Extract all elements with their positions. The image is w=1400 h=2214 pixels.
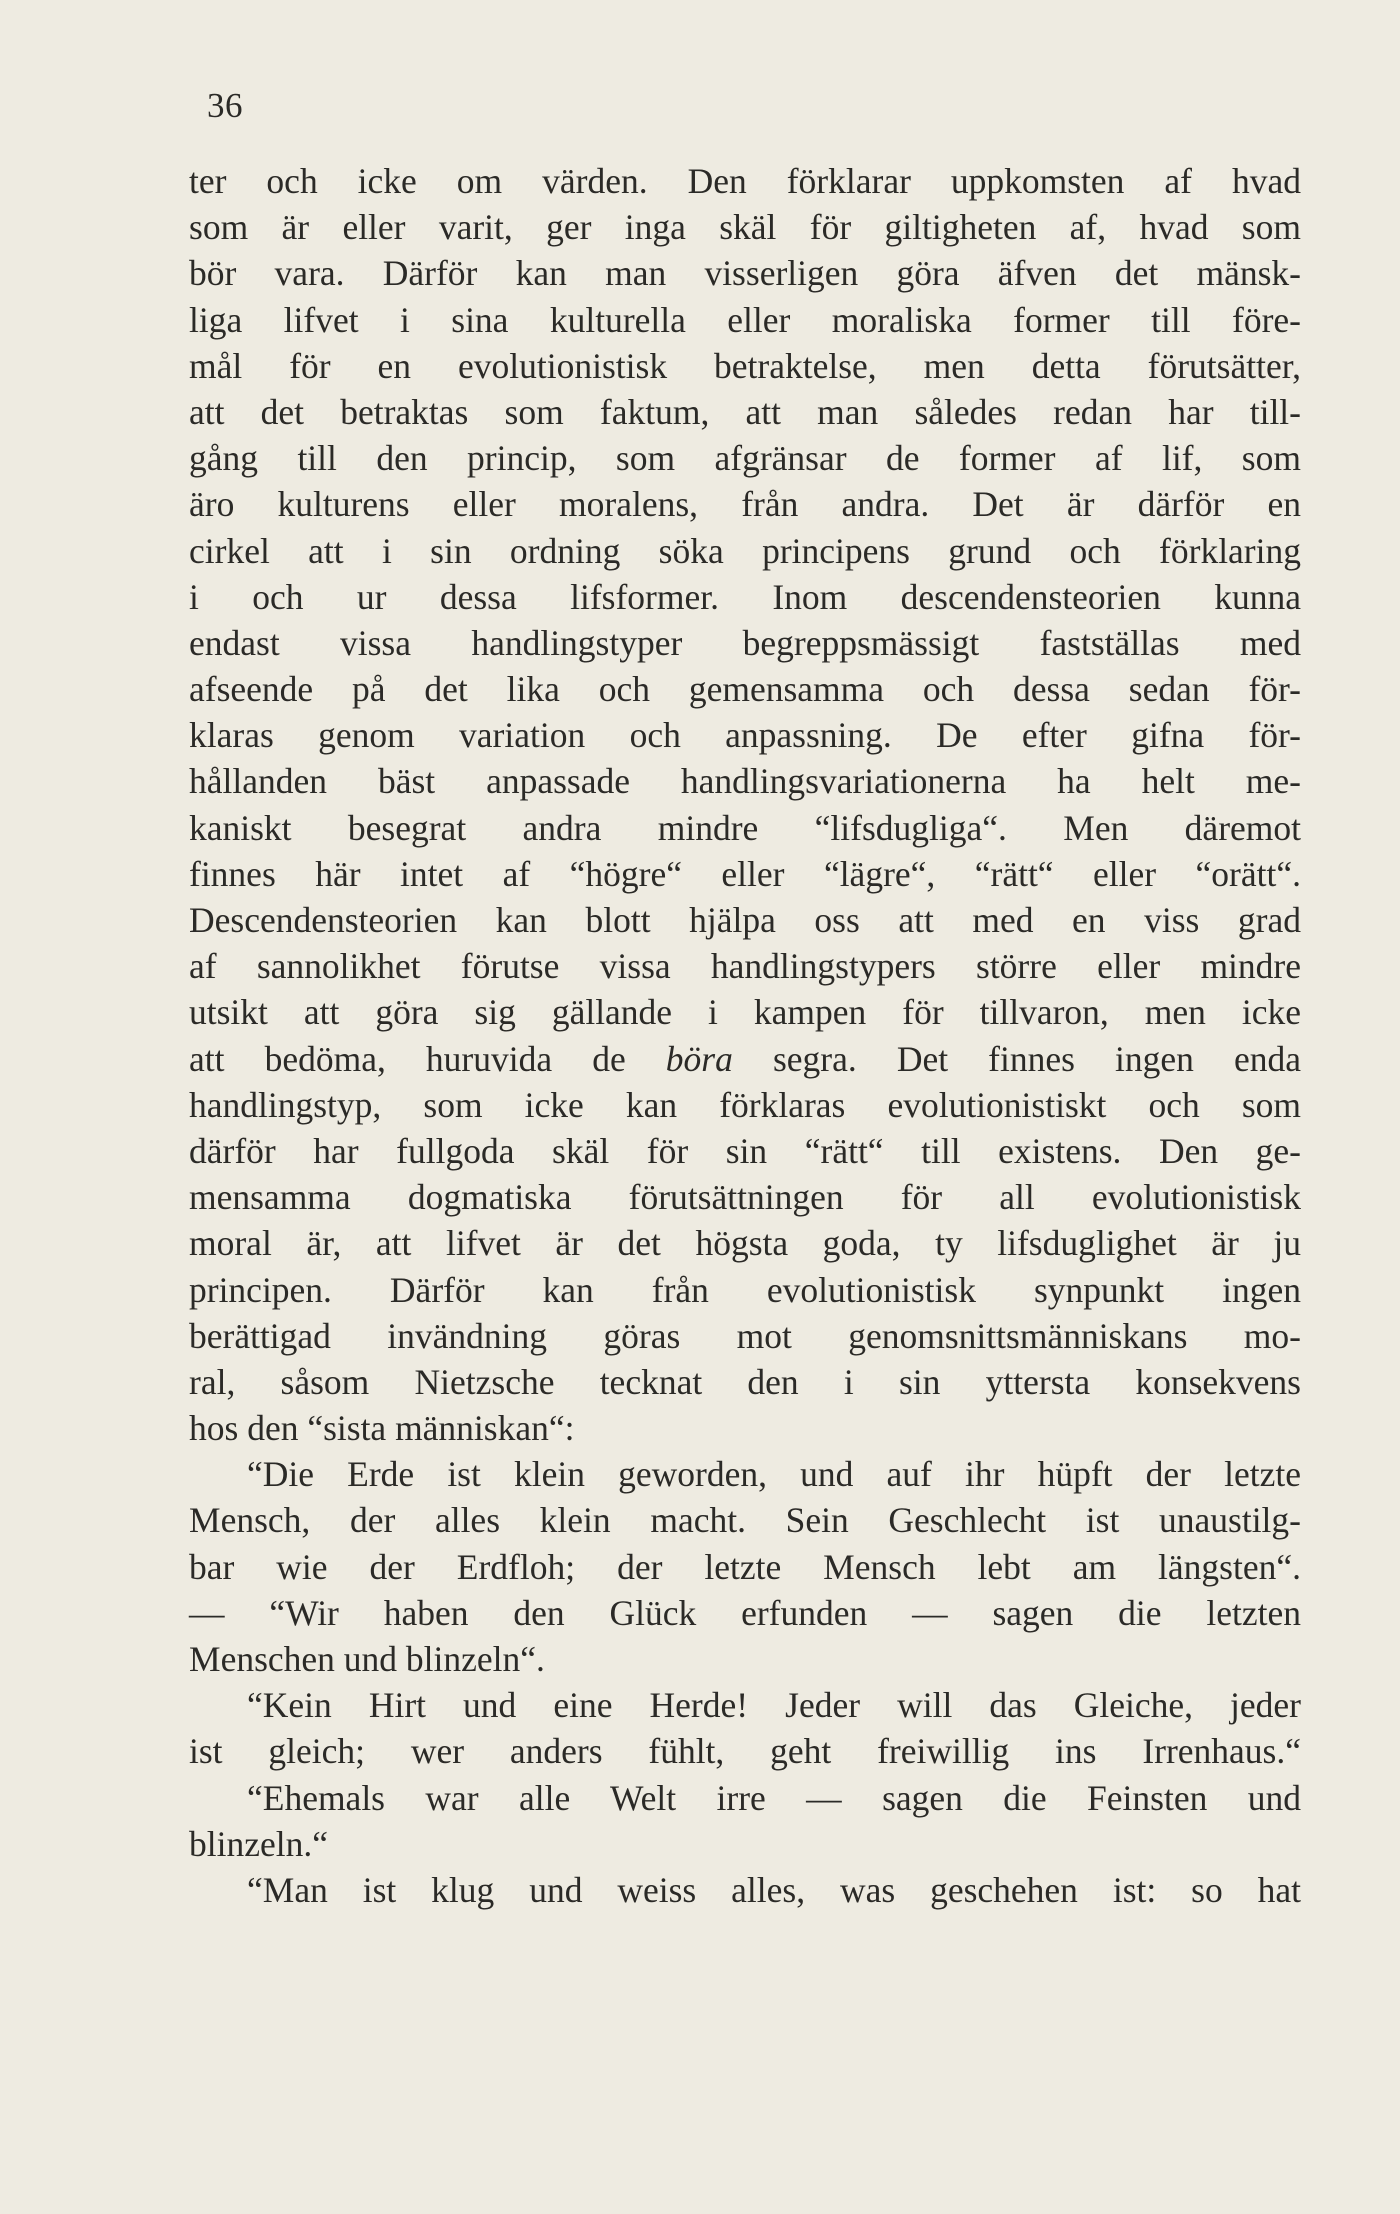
text-line: som är eller varit, ger inga skäl för giltigheten af, hvad som xyxy=(189,207,1301,248)
body-text xyxy=(189,158,1301,1913)
text-line: cirkel att i sin ordning söka principens grund och förklaring xyxy=(189,530,1301,571)
quote-line: bar wie der Erdfloh; der letzte Mensch lebt am längsten“. xyxy=(189,1546,1301,1587)
text-line: mål för en evolutionistisk betraktelse, men detta förutsätter, xyxy=(189,345,1301,386)
text-line: berättigad invändning göras mot genomsnittsmänniskans mo- xyxy=(189,1315,1301,1356)
text-line: handlingstyp, som icke kan förklaras evolutionistiskt och som xyxy=(189,1084,1301,1125)
quote-line: blinzeln.“ xyxy=(189,1823,328,1864)
quote-line: Mensch, der alles klein macht. Sein Geschlecht ist unaustilg- xyxy=(189,1500,1301,1541)
text-line: hos den “sista människan“: xyxy=(189,1408,575,1449)
text-line: därför har fullgoda skäl för sin “rätt“ till existens. Den ge- xyxy=(189,1130,1301,1171)
text-line: mensamma dogmatiska förutsättningen för all evolutionistisk xyxy=(189,1177,1301,1218)
text-line: finnes här intet af “högre“ eller “lägre“, “rätt“ eller “orätt“. xyxy=(189,853,1301,894)
text-line: ral, såsom Nietzsche tecknat den i sin yttersta konsekvens xyxy=(189,1361,1301,1402)
quote-line: Menschen und blinzeln“. xyxy=(189,1639,545,1679)
quote-line: ist gleich; wer anders fühlt, geht freiwillig ins Irrenhaus.“ xyxy=(189,1731,1301,1772)
text-line: endast vissa handlingstyper begreppsmässigt fastställas med xyxy=(189,622,1301,663)
emphasized-word: böra xyxy=(665,1038,733,1079)
quote-line: “Ehemals war alle Welt irre — sagen die Feinsten und xyxy=(247,1777,1301,1818)
text-line: utsikt att göra sig gällande i kampen för tillvaron, men icke xyxy=(189,992,1301,1033)
text-line: af sannolikhet förutse vissa handlingstypers större eller mindre xyxy=(189,946,1301,987)
page-number: 36 xyxy=(207,86,243,125)
text-line: ter och icke om värden. Den förklarar uppkomsten af hvad xyxy=(189,161,1301,201)
quote-line: — “Wir haben den Glück erfunden — sagen die letzten xyxy=(189,1592,1301,1633)
quote-line: “Kein Hirt und eine Herde! Jeder will das Gleiche, jeder xyxy=(247,1685,1301,1726)
text-line: afseende på det lika och gemensamma och dessa sedan för- xyxy=(189,669,1301,710)
text-line: i och ur dessa lifsformer. Inom descendensteorien kunna xyxy=(189,576,1301,617)
text-line: att det betraktas som faktum, att man således redan har till- xyxy=(189,391,1301,432)
text-line: liga lifvet i sina kulturella eller moraliska former till före- xyxy=(189,299,1301,340)
text-line: kaniskt besegrat andra mindre “lifsdugliga“. Men däremot xyxy=(189,807,1301,848)
quote-line: “Man ist klug und weiss alles, was geschehen ist: so hat xyxy=(247,1869,1301,1910)
text-line-with-emphasis: att bedöma, huruvida de böra segra. Det finnes ingen enda xyxy=(189,1038,1301,1079)
text-line: bör vara. Därför kan man visserligen göra äfven det mänsk- xyxy=(189,253,1301,294)
text-line: gång till den princip, som afgränsar de former af lif, som xyxy=(189,438,1301,479)
quote-line: “Die Erde ist klein geworden, und auf ihr hüpft der letzte xyxy=(247,1454,1301,1495)
text-line: Descendensteorien kan blott hjälpa oss att med en viss grad xyxy=(189,900,1301,940)
text-line: moral är, att lifvet är det högsta goda, ty lifsduglighet är ju xyxy=(189,1223,1301,1264)
text-line: klaras genom variation och anpassning. De efter gifna för- xyxy=(189,715,1301,756)
text-line: principen. Därför kan från evolutionistisk synpunkt ingen xyxy=(189,1269,1301,1310)
text-line: äro kulturens eller moralens, från andra. Det är därför en xyxy=(189,484,1301,525)
text-line: hållanden bäst anpassade handlingsvariationerna ha helt me- xyxy=(189,761,1301,802)
